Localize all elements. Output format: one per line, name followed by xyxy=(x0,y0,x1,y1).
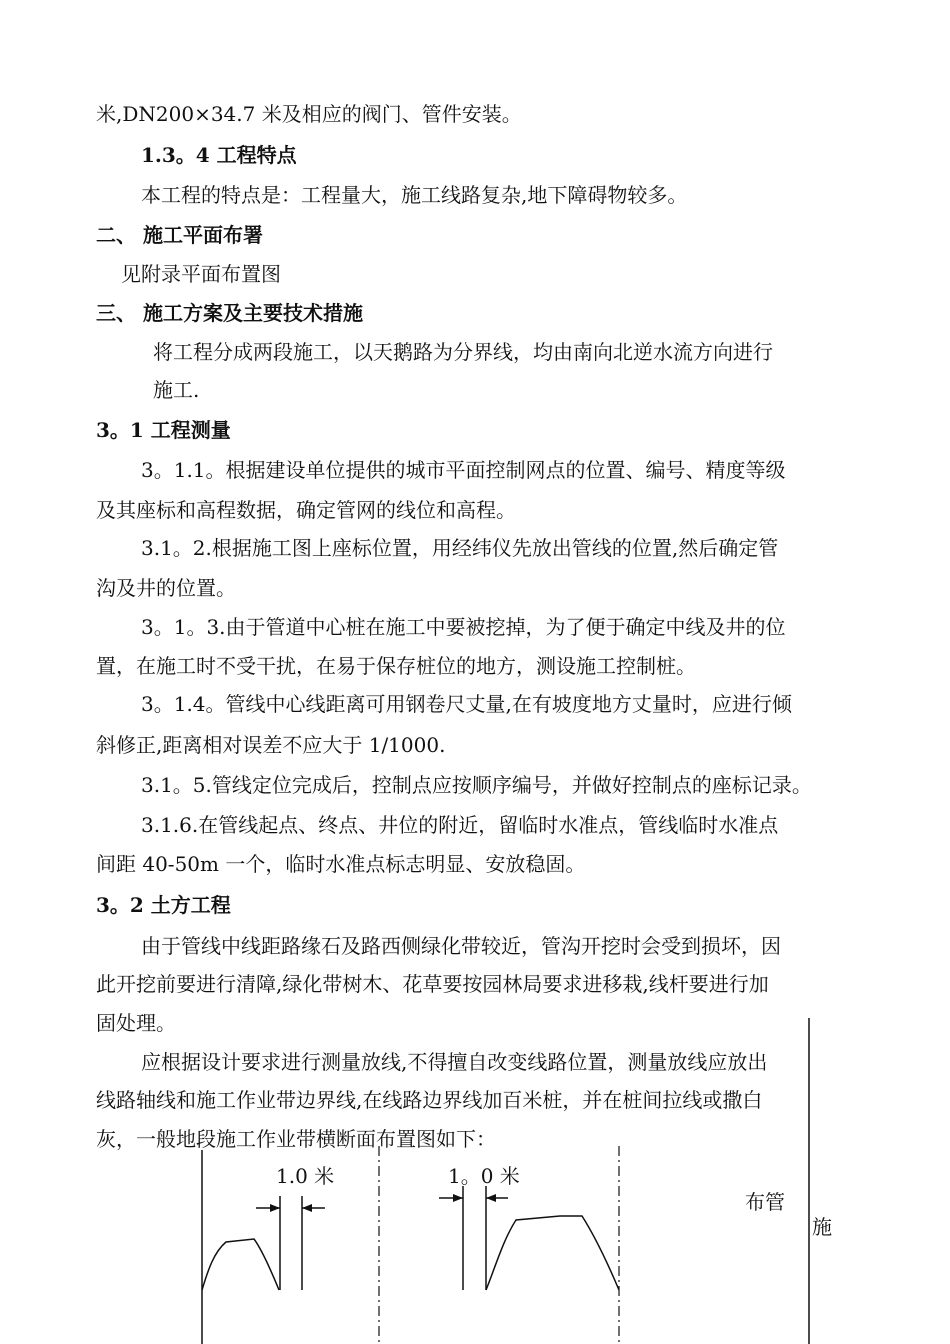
para-staking-line1: 应根据设计要求进行测量放线,不得擅自改变线路位置，测量放线应放出 xyxy=(141,1050,768,1074)
left-spoil-mound xyxy=(202,1239,279,1290)
heading-section-2: 二、 施工平面布署 xyxy=(96,223,263,247)
para-3-1-2-line1: 3.1。2.根据施工图上座标位置，用经纬仪先放出管线的位置,然后确定管 xyxy=(141,536,779,560)
para-3-1-1-line2: 及其座标和高程数据，确定管网的线位和高程。 xyxy=(96,498,516,522)
para-3-2-line1: 由于管线中线距路缘石及路西侧绿化带较近，管沟开挖时会受到损坏，因 xyxy=(141,934,781,958)
para-staking-line3: 灰，一般地段施工作业带横断面布置图如下： xyxy=(96,1127,496,1151)
label-pipe-zone: 布管 xyxy=(745,1190,785,1214)
para-3-1-5: 3.1。5.管线定位完成后，控制点应按顺序编号，并做好控制点的座标记录。 xyxy=(141,773,812,797)
heading-section-3: 三、 施工方案及主要技术措施 xyxy=(96,301,363,325)
para-3-2-line2: 此开挖前要进行清障,绿化带树木、花草要按园林局要求进移栽,线杆要进行加 xyxy=(96,972,769,996)
para-3-1-6-line2: 间距 40-50m 一个，临时水准点标志明显、安放稳固。 xyxy=(96,852,586,876)
para-3-1-3-line2: 置，在施工时不受干扰，在易于保存桩位的地方，测设施工控制桩。 xyxy=(96,654,696,678)
heading-3-1: 3。1 工程测量 xyxy=(96,418,231,442)
para-staking-line2: 线路轴线和施工作业带边界线,在线路边界线加百米桩，并在桩间拉线或撒白 xyxy=(96,1088,763,1112)
dim-label-middle: 1。0 米 xyxy=(448,1164,520,1188)
para-3-1-3-line1: 3。1。3.由于管道中心桩在施工中要被挖掉，为了便于确定中线及井的位 xyxy=(141,615,786,639)
para-appendix-ref: 见附录平面布置图 xyxy=(121,262,281,286)
left-arrowhead-right xyxy=(270,1204,280,1212)
para-3-2-line3: 固处理。 xyxy=(96,1011,176,1035)
heading-3-2: 3。2 土方工程 xyxy=(96,893,231,917)
para-sections-line1: 将工程分成两段施工，以天鹅路为分界线，均由南向北逆水流方向进行 xyxy=(153,340,773,364)
mid-arrowhead-right xyxy=(453,1194,463,1202)
mid-arrowhead-left xyxy=(486,1194,496,1202)
para-features: 本工程的特点是：工程量大，施工线路复杂,地下障碍物较多。 xyxy=(141,183,688,207)
middle-spoil-mound xyxy=(486,1216,619,1290)
para-3-1-2-line2: 沟及井的位置。 xyxy=(96,576,236,600)
dim-label-left: 1.0 米 xyxy=(276,1164,335,1188)
para-sections-line2: 施工. xyxy=(153,378,200,402)
para-3-1-4-line1: 3。1.4。管线中心线距离可用钢卷尺丈量,在有坡度地方丈量时，应进行倾 xyxy=(141,692,792,716)
left-arrowhead-left xyxy=(302,1204,312,1212)
para-3-1-4-line2: 斜修正,距离相对误差不应大于 1/1000. xyxy=(96,733,446,757)
para-continuation: 米,DN200×34.7 米及相应的阀门、管件安装。 xyxy=(96,102,522,126)
para-3-1-6-line1: 3.1.6.在管线起点、终点、井位的附近，留临时水准点，管线临时水准点 xyxy=(141,813,779,837)
para-3-1-1-line1: 3。1.1。根据建设单位提供的城市平面控制网点的位置、编号、精度等级 xyxy=(141,458,786,482)
label-work-zone: 施 xyxy=(812,1215,832,1239)
heading-1-3-4: 1.3。4 工程特点 xyxy=(141,143,297,167)
